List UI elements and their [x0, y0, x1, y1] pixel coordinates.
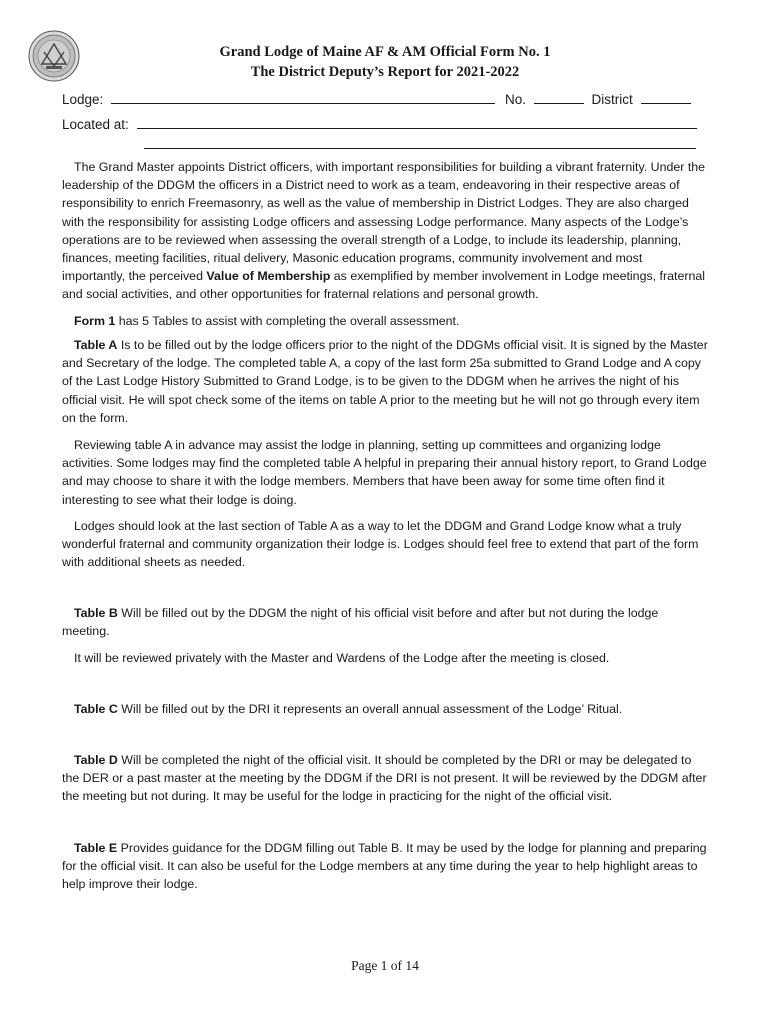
number-field-row	[505, 91, 691, 109]
table-c-paragraph: Table C Will be filled out by the DRI it represents an overall annual assessment of the Lodge’ Ritual.	[74, 702, 623, 716]
located-label: Located at:	[62, 117, 129, 132]
table-d-paragraph: Table D Will be completed the night of the official visit. It should be completed by the DRI or may be delegated to the DER or a past master at the meeting by the DDGM if the DRI is not present. It will be reviewed by the DDGM after the meeting but not during. It may be useful for the lodge in practicing for the night of the official visit.	[62, 753, 707, 804]
lodge-field-row	[62, 91, 495, 109]
lodge-input[interactable]	[111, 91, 495, 104]
masonic-seal-icon	[28, 30, 80, 82]
district-input[interactable]	[641, 91, 691, 104]
lodges-paragraph: Lodges should look at the last section of Table A as a way to let the DDGM and Grand Lodge know what a truly wonderful fraternal and community organization their lodge is. Lodges should feel free to extend that part of the form with additional sheets as needed.	[62, 519, 699, 570]
located-field-row	[62, 116, 697, 134]
form1-paragraph: Form 1 has 5 Tables to assist with completing the overall assessment.	[74, 314, 460, 328]
number-input[interactable]	[534, 91, 584, 104]
district-label: District	[591, 92, 633, 107]
located-input[interactable]	[137, 116, 697, 129]
page-number: Page 1 of 14	[351, 958, 419, 973]
intro-paragraph: The Grand Master appoints District officers, with important responsibilities for building a vibrant fraternity. Under the leadership of the DDGM the officers in a District need to work as a team, endeavoring in their respective areas of responsibility to enrich Freemasonry, as well as the value of membership in District Lodges. They are also charged with the responsibility for assisting Lodge officers and assessing Lodge performance. Many aspects of the Lodge’s operations are to be reviewed when assessing the overall strength of a Lodge, to include its leadership, planning, finances, meeting facilities, ritual delivery, Masonic education programs, community involvement and most importantly, the perceived Value of Membership as exemplified by member involvement in Lodge meetings, fraternal and social activities, and other opportunities for fraternal relations and personal growth.	[62, 160, 706, 302]
form-title: Grand Lodge of Maine AF & AM Official Form No. 1	[219, 44, 551, 60]
report-title: The District Deputy’s Report for 2021-2022	[250, 64, 520, 80]
lodge-label: Lodge:	[62, 92, 104, 107]
number-label: No.	[505, 92, 527, 107]
table-e-paragraph: Table E Provides guidance for the DDGM filling out Table B. It may be used by the lodge for planning and preparing for the official visit. It can also be useful for the Lodge members at any time during the year to help highlight areas to help improve their lodge.	[62, 841, 707, 892]
value-of-membership-emphasis: Value of Membership	[206, 269, 331, 284]
reviewing-paragraph: Reviewing table A in advance may assist the lodge in planning, setting up committees and organizing lodge activities. Some lodges may find the completed table A helpful in preparing their annual history report, to Grand Lodge and may choose to share it with the lodge members. Members that have been away for some time often find it interesting to see what their lodge is doing.	[62, 438, 707, 507]
table-b-paragraph: Table B Will be filled out by the DDGM the night of his official visit before and after but not during the lodge meeting.	[62, 606, 659, 639]
located-continuation-line[interactable]	[144, 148, 696, 149]
table-a-paragraph: Table A Is to be filled out by the lodge officers prior to the night of the DDGMs official visit. It is signed by the Master and Secretary of the lodge. The completed table A, a copy of the last form 25a submitted to Grand Lodge and A copy of the Last Lodge History Submitted to Grand Lodge, is to be given to the DDGM when he arrives the night of his official visit. He will spot check some of the items on table A prior to the meeting but he will not go through every item on the form.	[62, 338, 708, 425]
table-b-review-paragraph: It will be reviewed privately with the Master and Wardens of the Lodge after the meeting is closed.	[74, 651, 610, 665]
